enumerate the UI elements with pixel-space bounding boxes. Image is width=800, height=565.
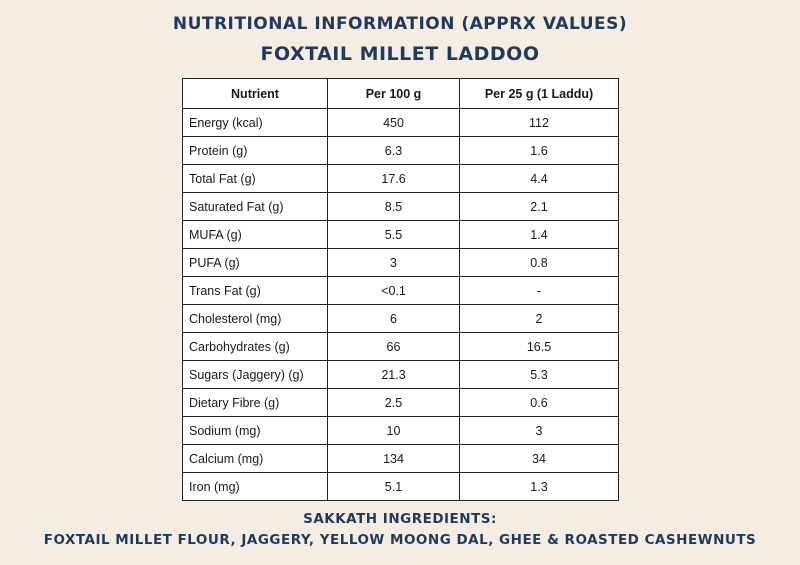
per-25g-value: 3 [460, 417, 619, 445]
per-25g-value: 5.3 [460, 361, 619, 389]
table-row [183, 193, 619, 221]
page-title: NUTRITIONAL INFORMATION (APPRX VALUES) [172, 14, 628, 34]
per-100g-value: 5.1 [328, 473, 460, 501]
per-100g-value: 5.5 [328, 221, 460, 249]
table-row [183, 445, 619, 473]
table-row [183, 221, 619, 249]
per-25g-value: 16.5 [460, 333, 619, 361]
nutrient-name: Iron (mg) [183, 473, 328, 501]
per-100g-value: 134 [328, 445, 460, 473]
nutrient-name: Saturated Fat (g) [183, 193, 328, 221]
table-row [183, 249, 619, 277]
nutrient-name: PUFA (g) [183, 249, 328, 277]
per-25g-value: 112 [460, 109, 619, 137]
table-row [183, 473, 619, 501]
per-25g-value: 1.6 [460, 137, 619, 165]
per-25g-value: 1.4 [460, 221, 619, 249]
per-100g-value: 450 [328, 109, 460, 137]
nutrition-table [182, 78, 619, 501]
nutrient-name: Trans Fat (g) [183, 277, 328, 305]
nutrient-name: Calcium (mg) [183, 445, 328, 473]
per-25g-value: 2 [460, 305, 619, 333]
per-100g-value: 10 [328, 417, 460, 445]
nutrient-name: Cholesterol (mg) [183, 305, 328, 333]
per-25g-value: 34 [460, 445, 619, 473]
nutrient-name: Energy (kcal) [183, 109, 328, 137]
per-25g-value: 2.1 [460, 193, 619, 221]
per-100g-value: 6.3 [328, 137, 460, 165]
per-100g-value: 3 [328, 249, 460, 277]
table-row [183, 109, 619, 137]
ingredients-list: FOXTAIL MILLET FLOUR, JAGGERY, YELLOW MOONG DAL, GHEE & ROASTED CASHEWNUTS [43, 532, 757, 548]
nutrient-name: Sodium (mg) [183, 417, 328, 445]
per-100g-value: 2.5 [328, 389, 460, 417]
per-25g-value: 0.6 [460, 389, 619, 417]
table-row [183, 305, 619, 333]
product-name: FOXTAIL MILLET LADDOO [260, 43, 540, 65]
table-row [183, 137, 619, 165]
table-row [183, 417, 619, 445]
ingredients-heading: SAKKATH INGREDIENTS: [303, 511, 497, 527]
column-header-nutrient: Nutrient [183, 79, 328, 109]
per-100g-value: <0.1 [328, 277, 460, 305]
per-100g-value: 8.5 [328, 193, 460, 221]
nutrient-name: Dietary Fibre (g) [183, 389, 328, 417]
per-100g-value: 66 [328, 333, 460, 361]
table-row [183, 333, 619, 361]
table-header-row [183, 79, 619, 109]
nutrient-name: Sugars (Jaggery) (g) [183, 361, 328, 389]
per-100g-value: 21.3 [328, 361, 460, 389]
per-100g-value: 17.6 [328, 165, 460, 193]
table-row [183, 277, 619, 305]
nutrient-name: MUFA (g) [183, 221, 328, 249]
column-header-per-25g: Per 25 g (1 Laddu) [460, 79, 619, 109]
nutrient-name: Total Fat (g) [183, 165, 328, 193]
nutrient-name: Carbohydrates (g) [183, 333, 328, 361]
per-25g-value: 1.3 [460, 473, 619, 501]
column-header-per-100g: Per 100 g [328, 79, 460, 109]
table-row [183, 361, 619, 389]
per-25g-value: 0.8 [460, 249, 619, 277]
nutrient-name: Protein (g) [183, 137, 328, 165]
table-row [183, 165, 619, 193]
per-25g-value: - [460, 277, 619, 305]
table-row [183, 389, 619, 417]
per-100g-value: 6 [328, 305, 460, 333]
per-25g-value: 4.4 [460, 165, 619, 193]
